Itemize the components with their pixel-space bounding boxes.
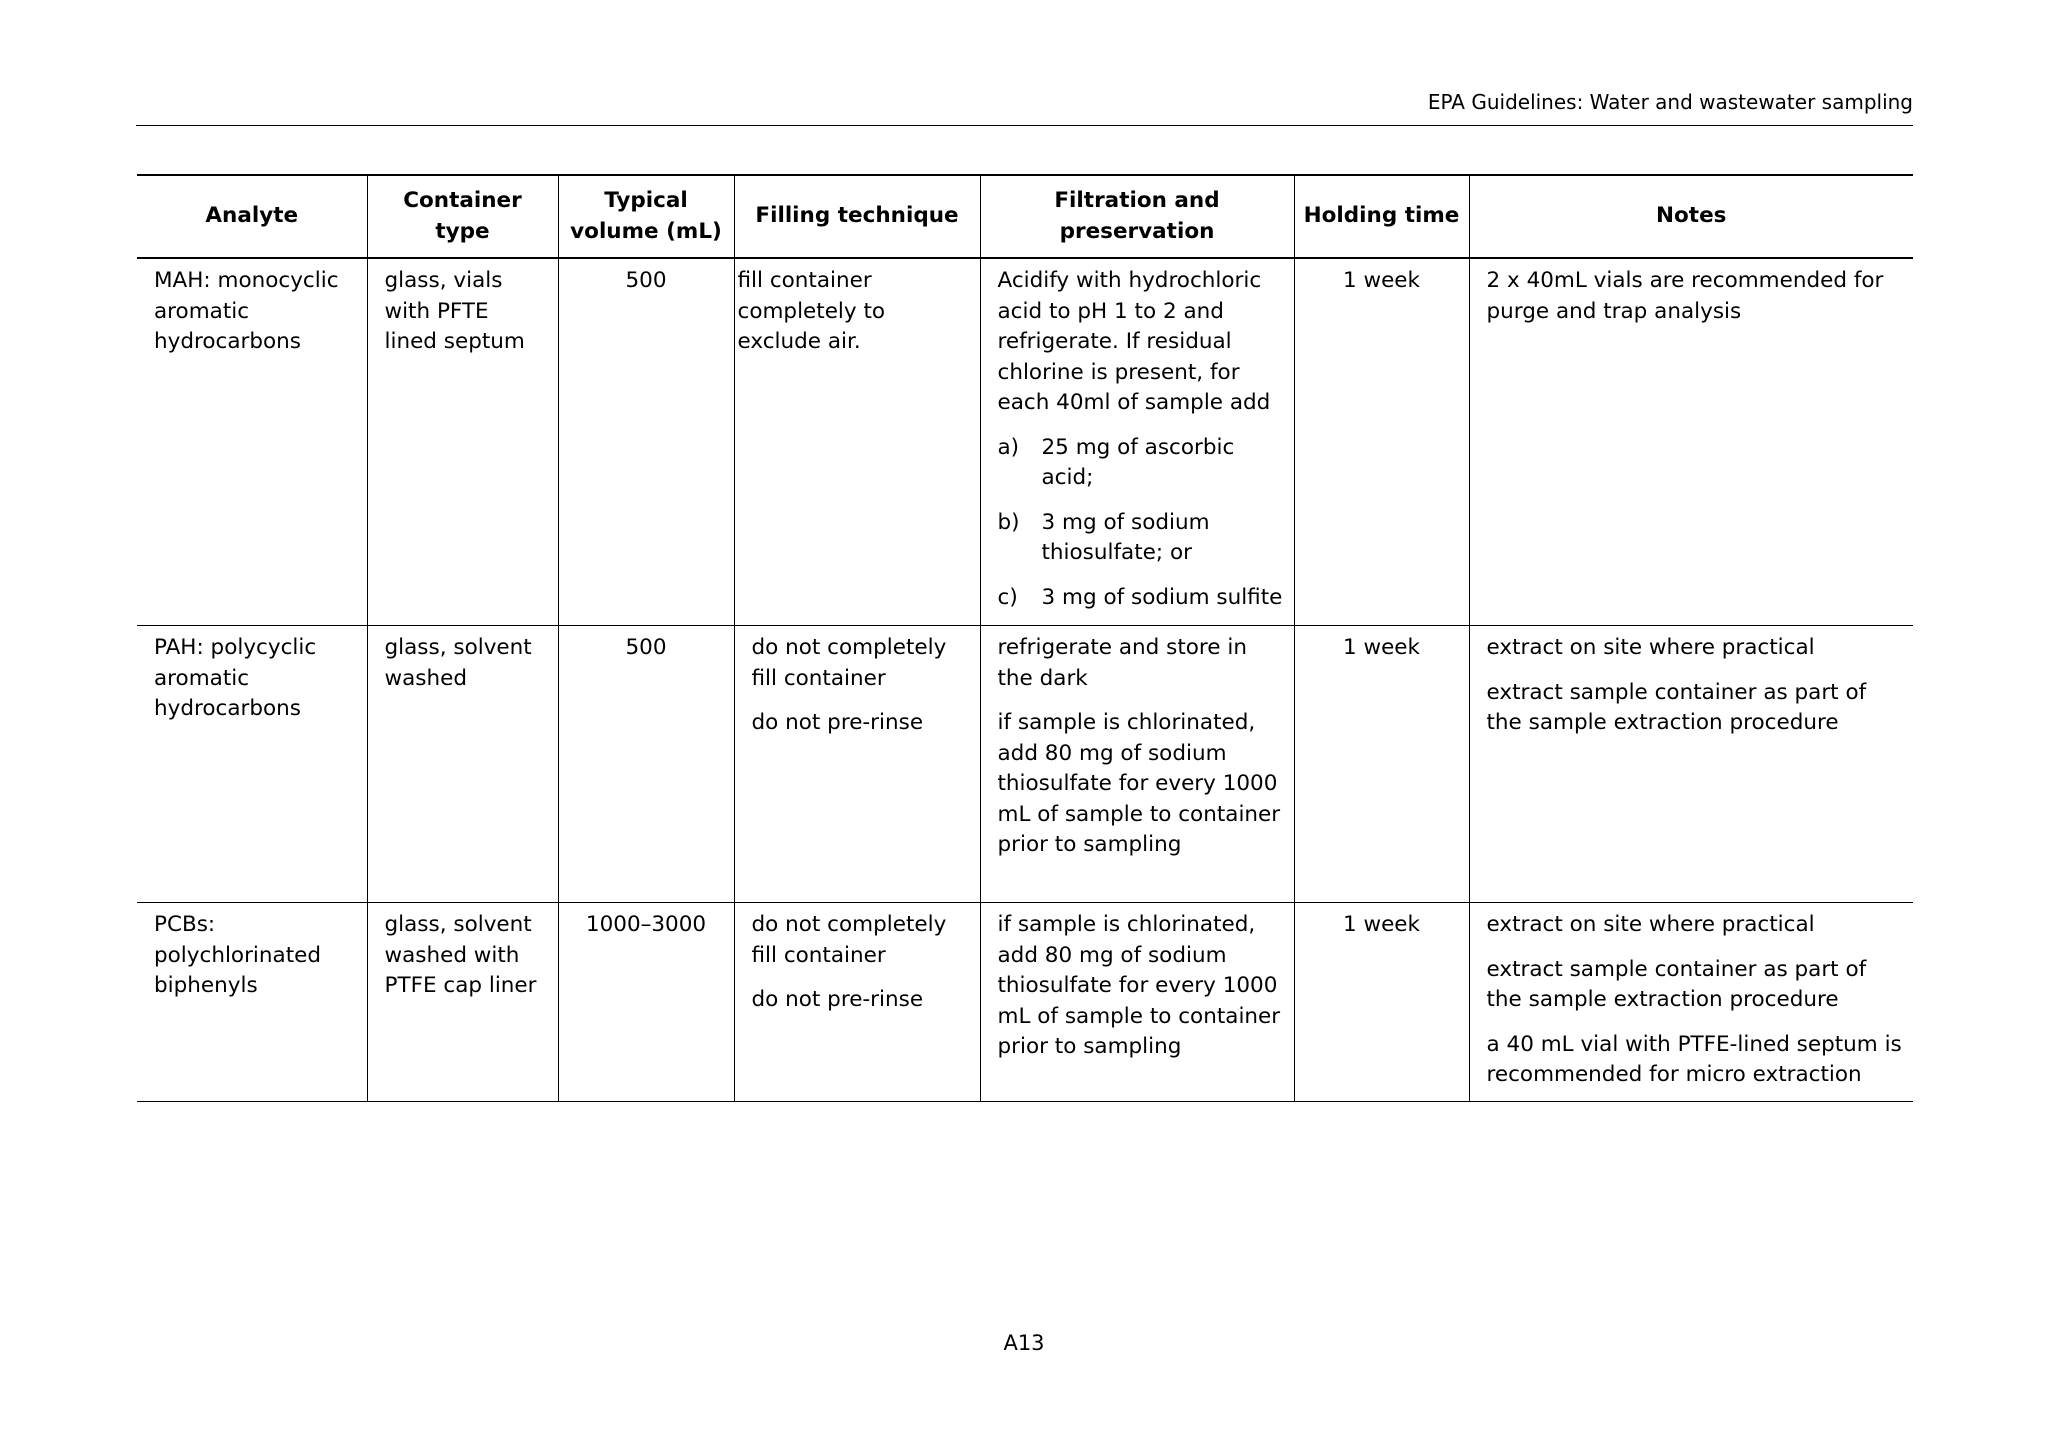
container-cell [367,258,558,626]
holding-time-cell [1294,258,1469,626]
table-row [137,258,1913,626]
container-text: glass, vials with PFTE lined septum [384,268,525,354]
preservation-option [998,433,1290,494]
preservation-text: refrigerate and store in the dark [997,635,1247,691]
note-text: 2 x 40mL vials are recommended for purge and trap analysis [1486,268,1884,324]
note-text: extract sample container as part of the sample extraction procedure [1486,956,1867,1012]
notes-cell [1469,626,1913,903]
table-row [137,903,1913,1102]
analyte-cell [137,626,367,903]
preservation-text: if sample is chlorinated, add 80 mg of sodium thiosulfate for every 1000 mL of sample to container prior to sampling [997,912,1281,1059]
holding-time-cell [1294,903,1469,1102]
volume-cell [558,903,734,1102]
filling-text: do not pre-rinse [751,987,924,1012]
column-header-holding-time: Holding time [1294,175,1469,258]
analyte-cell [137,903,367,1102]
column-header-analyte: Analyte [137,175,367,258]
notes-cell [1469,903,1913,1102]
analyte-text: MAH: monocyclic aromatic hydrocarbons [154,268,339,354]
option-text: 3 mg of sodium thiosulfate; or [1041,509,1210,565]
analyte-text: PAH: polycyclic aromatic hydrocarbons [154,635,317,721]
volume-text: 1000–3000 [585,912,707,937]
filling-text: fill container completely to exclude air. [737,268,886,354]
notes-cell [1469,258,1913,626]
filling-text: do not completely fill container [751,912,947,968]
preservation-cell [980,258,1294,626]
option-marker: b) [997,509,1020,535]
preservation-options-list [998,433,1290,614]
note-text: extract sample container as part of the sample extraction procedure [1486,679,1867,735]
option-marker: c) [997,584,1018,610]
container-cell [367,626,558,903]
volume-text: 500 [625,635,667,660]
preservation-option [998,508,1290,569]
header-rule [136,125,1913,126]
column-header-filtration-preservation: Filtration and preservation [980,175,1294,258]
holding-time-text: 1 week [1342,635,1420,660]
holding-time-cell [1294,626,1469,903]
preservation-cell [980,626,1294,903]
column-header-notes: Notes [1469,175,1913,258]
preservation-text: Acidify with hydrochloric acid to pH 1 to 2 and refrigerate. If residual chlorine is present, for each 40ml of sample add [997,268,1271,415]
note-text: a 40 mL vial with PTFE-lined septum is recommended for micro extraction [1486,1031,1902,1087]
holding-time-text: 1 week [1342,912,1420,937]
page-header-title: EPA Guidelines: Water and wastewater sampling [1427,90,1913,114]
filling-cell [734,903,980,1102]
note-text: extract on site where practical [1486,912,1815,937]
analyte-text: PCBs: polychlorinated biphenyls [154,912,321,998]
table-row [137,626,1913,903]
filling-text: do not pre-rinse [751,710,924,735]
container-cell [367,903,558,1102]
volume-cell [558,258,734,626]
sampling-requirements-table [137,174,1913,1102]
page-number: A13 [1003,1331,1045,1355]
preservation-cell [980,903,1294,1102]
column-header-typical-volume: Typical volume (mL) [558,175,734,258]
option-marker: a) [997,434,1020,460]
filling-cell [734,626,980,903]
container-text: glass, solvent washed [384,635,532,691]
filling-cell [734,258,980,626]
column-header-container-type: Container type [367,175,558,258]
volume-cell [558,626,734,903]
note-text: extract on site where practical [1486,635,1815,660]
preservation-text: if sample is chlorinated, add 80 mg of sodium thiosulfate for every 1000 mL of sample to container prior to sampling [997,710,1281,857]
option-text: 25 mg of ascorbic acid; [1041,434,1235,490]
column-header-filling-technique: Filling technique [734,175,980,258]
analyte-cell [137,258,367,626]
volume-text: 500 [625,268,667,293]
option-text: 3 mg of sodium sulfite [1041,584,1283,610]
table-header-row [137,175,1913,258]
container-text: glass, solvent washed with PTFE cap liner [384,912,537,998]
filling-text: do not completely fill container [751,635,947,691]
holding-time-text: 1 week [1342,268,1420,293]
preservation-option [998,583,1290,614]
